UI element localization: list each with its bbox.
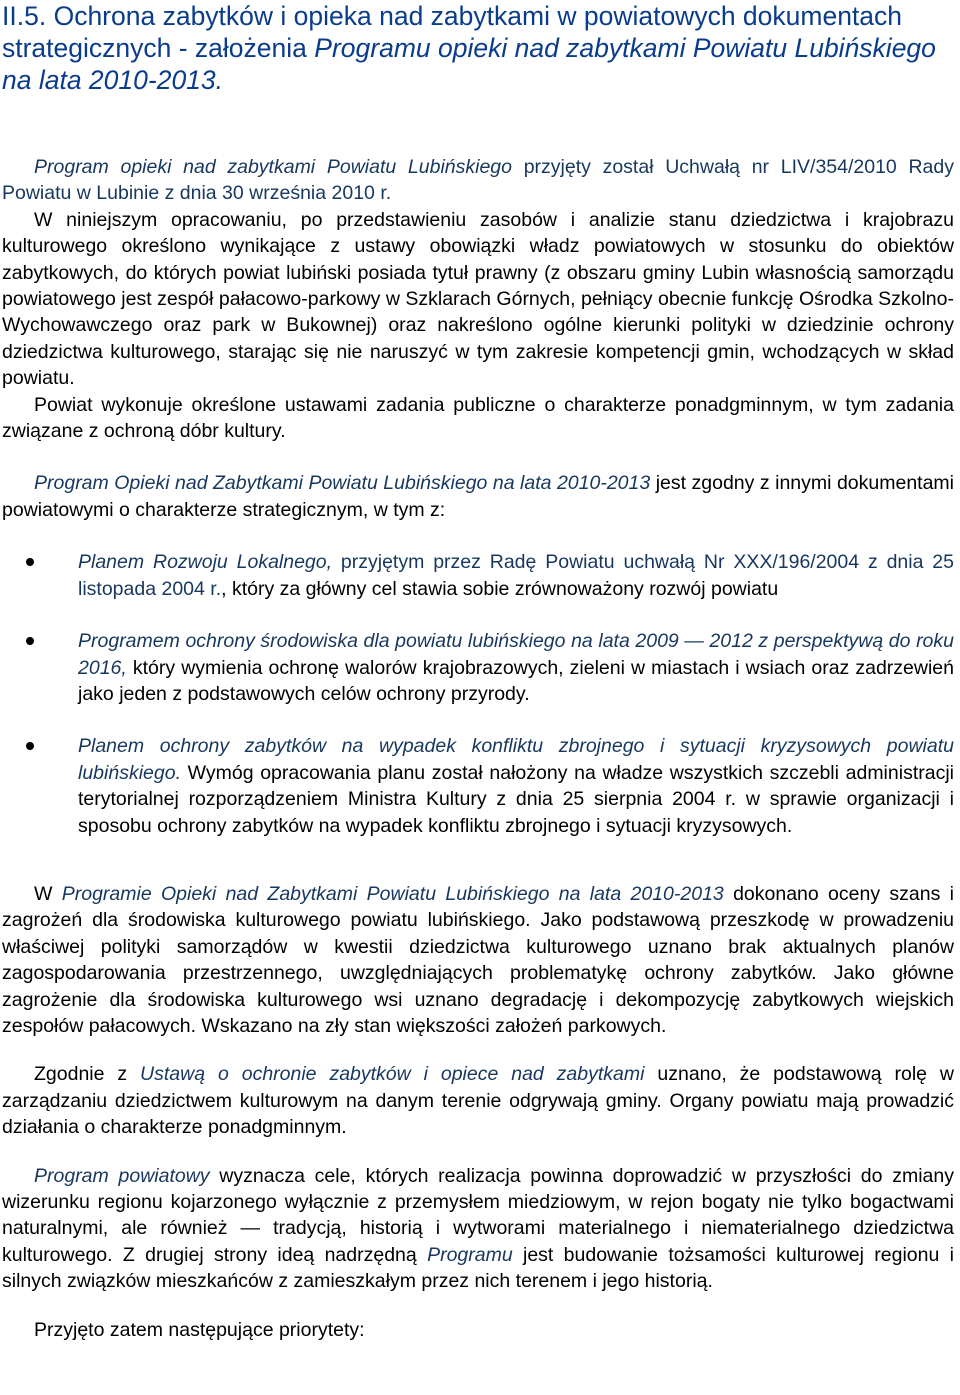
paragraph-priorities: Przyjęto zatem następujące priorytety:: [34, 1318, 365, 1341]
list-item: [2, 628, 954, 707]
assessment-prefix: W: [34, 882, 62, 905]
consistency-text: jest zgodny z innymi dokumentami powiatowymi o charakterze strategicznym, w tym z:: [2, 472, 955, 521]
document-description: Wymóg opracowania planu został nałożony na władze wszystkich szczebli administracji terytorialnej rozporządzeniem Ministra Kultury z dnia 25 sierpnia 2004 r. w sprawie organizacji i sposobu ochrony zabytków na wypadek konfliktu zbrojnego i sytuacji kryzysowych.: [78, 761, 954, 837]
paragraph-law: [2, 1061, 954, 1140]
bullet-icon: [26, 742, 34, 750]
program-title-2: Program Opieki nad Zabytkami Powiatu Lubińskiego na lata 2010-2013: [34, 472, 651, 495]
program-short-title: Program powiatowy: [34, 1164, 210, 1187]
document-title: Planem Rozwoju Lokalnego,: [78, 551, 333, 574]
section-heading: [2, 0, 954, 96]
program-word: Programu: [427, 1243, 513, 1266]
paragraph-assessment: [2, 881, 954, 1039]
document-detail: przyjętym przez Radę Powiatu uchwałą Nr XXX/196/2004 z dnia 25 listopada 2004 r.: [78, 551, 954, 600]
paragraph-scope: W niniejszym opracowaniu, po przedstawieniu zasobów i analizie stanu dziedzictwa i krajobrazu kulturowego określono wynikające z ustawy obowiązki władz powiatowych w stosunku do obiektów zabytkowych, do których powiat lubiński posiada tytuł prawny (z obszaru gminy Lubin własnością samorządu powiatowego jest zespół pałacowo-parkowy w Szklarach Górnych, pełniący obecnie funkcję Ośrodka Szkolno-Wychowawczego oraz park w Bukownej) oraz nakreślono ogólne kierunki polityki w dziedzinie ochrony dziedzictwa kulturowego, starając się nie naruszyć w tym zakresie kompetencji gmin, wchodzących w skład powiatu.: [2, 208, 954, 390]
paragraph-adoption: [2, 154, 954, 207]
document-description: , który za główny cel stawia sobie zrównoważony rozwój powiatu: [221, 577, 779, 600]
law-text: uznano, że podstawową rolę w zarządzaniu dziedzictwem kulturowym na danym terenie odgrywają gminy. Organy powiatu mają prowadzić działania o charakterze ponadgminnym.: [2, 1063, 954, 1139]
list-item: [2, 733, 954, 839]
section-number: II.5.: [2, 1, 47, 31]
bullet-icon: [26, 558, 34, 566]
list-item: [2, 549, 954, 602]
document-title: Planem ochrony zabytków na wypadek konfliktu zbrojnego i sytuacji kryzysowych powiatu lubińskiego.: [78, 735, 954, 784]
program-title: Program opieki nad zabytkami Powiatu Lubińskiego: [34, 156, 512, 178]
document-description: który wymienia ochronę walorów krajobrazowych, zieleni w miastach i wsiach oraz zadrzewień jako jeden z podstawowych celów ochrony przyrody.: [78, 656, 954, 705]
document-title: Programem ochrony środowiska dla powiatu lubińskiego na lata 2009 ― 2012 z perspektywą do roku 2016,: [78, 630, 954, 679]
paragraph-tasks: Powiat wykonuje określone ustawami zadania publiczne o charakterze ponadgminnym, w tym zadania związane z ochroną dóbr kultury.: [2, 393, 954, 443]
strategic-documents-list: [2, 549, 954, 839]
section-heading-italic: Programu opieki nad zabytkami Powiatu Lubińskiego na lata 2010-2013.: [2, 33, 936, 95]
bullet-icon: [26, 637, 34, 645]
paragraph-goals: [2, 1163, 954, 1295]
program-title-3: Programie Opieki nad Zabytkami Powiatu Lubińskiego na lata 2010-2013: [61, 882, 724, 905]
goals-text-2: jest budowanie tożsamości kulturowej regionu i silnych związków mieszkańców z zamieszkałym przez nich terenem i jego historią.: [2, 1243, 954, 1293]
law-title: Ustawą o ochronie zabytków i opiece nad zabytkami: [140, 1063, 645, 1086]
law-prefix: Zgodnie z: [34, 1063, 141, 1086]
goals-text: wyznacza cele, których realizacja powinna doprowadzić w przyszłości do zmiany wizerunku regionu kojarzonego wyłącznie z przemysłem miedziowym, w rejon bogaty nie tylko bogactwami naturalnymi, ale również ― tradycją, historią i wytworami materialnego i niematerialnego dziedzictwa kulturowego. Z drugiej strony ideą nadrzędną: [2, 1164, 954, 1266]
section-heading-text: Ochrona zabytków i opieka nad zabytkami w powiatowych dokumentach strategicznych - założenia: [2, 1, 903, 63]
assessment-text: dokonano oceny szans i zagrożeń dla środowiska kulturowego powiatu lubińskiego. Jako podstawową przeszkodę w prowadzeniu właściwej polityki samorządów w kwestii dziedzictwa kulturowego uznano brak aktualnych planów zagospodarowania przestrzennego, uwzględniających problematykę ochrony zabytków. Jako główne zagrożenie dla środowiska kulturowego wsi uznano degradację i dekompozycję zabytkowych wiejskich zespołów pałacowych. Wskazano na zły stan większości założeń parkowych.: [2, 882, 954, 1037]
adoption-text: przyjęty został Uchwałą nr LIV/354/2010 Rady Powiatu w Lubinie z dnia 30 września 2010 r.: [2, 156, 954, 205]
paragraph-consistency: [2, 470, 954, 523]
